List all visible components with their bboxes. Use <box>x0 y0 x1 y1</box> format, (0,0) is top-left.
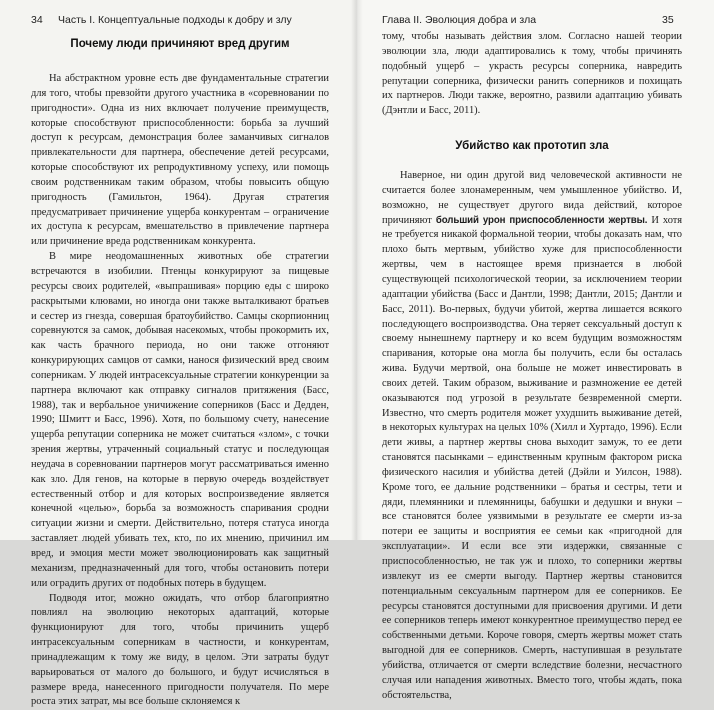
section-title: Почему люди причиняют вред другим <box>70 38 290 50</box>
section-title: Убийство как прототип зла <box>455 140 609 153</box>
paragraph-text: Наверное, ни один другой вид человеческой активности не считается более злонамеренным, чем умышленное убийство. И, возможно, не существует другого вида действий, которое причиняют <box>382 170 682 226</box>
running-header: Часть I. Концептуальные подходы к добру и злу <box>58 14 292 26</box>
right-page <box>357 0 714 701</box>
paragraph: В мире неодомашненных животных обе стратегии встречаются в изобилии. Птенцы конкурируют за пищевые ресурсы своих родителей, «выпрашивая» порцию еды с широко раскрытыми клювами, но иногда они также выталкивают братьев и сестер из гнезда, совершая братоубийство. Самцы скорпионниц соревнуются за самок, добывая насекомых, чтобы прокормить их, как часть брачного периода, но они также отгоняют конкурирующих самцов от самки, нанося физический вред своим соперникам. У людей интрасексуальные стратегии конкуренции за партнера включают как отправку сигналов притяжения (Басс, 1988), так и вербальное уничижение соперников (Басс и Дедден, 1990; Шмитт и Басс, 1996). Хотя, по большому счету, нанесение ущерба репутации соперника не может считаться «злом», с точки зрения жертвы, утраченный социальный статус и последующая неудача в соревновании партнеров могут рассматриваться именно как зло. Для генов, на которые в первую очередь воздействует естественный отбор и для которых воспроизведение является конечной «целью», борьба за возможность спаривания сродни ситуации жизни и смерти. Действительно, потеря статуса иногда заставляет людей убивать тех, кто, по их мнению, причинил им вред, и эмоция мести может эволюционировать как защитный механизм, предназначенный для того, чтобы остановить потери или оградить других от подобных потерь в будущем. <box>31 251 329 589</box>
paragraph <box>382 169 682 703</box>
right-text-column <box>382 30 682 703</box>
emphasized-phrase: больший урон приспособленности жертвы. <box>435 214 648 226</box>
page-number: 35 <box>662 14 674 26</box>
running-header: Глава II. Эволюция добра и зла <box>382 14 537 26</box>
left-page <box>0 0 357 708</box>
paragraph: Подводя итог, можно ожидать, что отбор благоприятно повлиял на эволюцию некоторых адаптаций, которые функционируют для того, чтобы причинить ущерб интрасексуальным соперникам в частности, и конкурентам, принадлежащим к тому же виду, в целом. Эти затраты будут варьироваться от малого до большого, и будут исчисляться в размере вреда, нанесенного пригодности получателя. По мере роста этих затрат, мы все больше склоняемся к <box>31 592 329 708</box>
continued-paragraph: тому, чтобы называть действия злом. Согласно нашей теории эволюции зла, люди адаптировались к тому, чтобы причинять подобный ущерб – украсть ресурсы соперника, навредить репутации соперника, физически ранить соперников и похищать их партнеров. Люди также, вероятно, развили адаптацию убивать (Дэнтли и Басс, 2011). <box>382 31 682 117</box>
paragraph-text: И хотя не требуется никакой формальной теории, чтобы доказать нам, что плохо быть мертвым, убийство хуже для приспособленности жертвы, чем в настоящее время признается в любой существующей психологической теории, за исключением теории адаптации убийства (Басс и Дантли, 1998; Дантли, 2015; Дантли и Басс, 2011). Во-первых, будучи убитой, жертва лишается всякого последующего воспроизводства. Она теряет сексуальный доступ к своему нынешнему партнеру и ко всем будущим возможностям спаривания, которые она могла бы получить, если бы осталась жива. Будучи мертвой, она больше не может инвестировать в своих детей. Таким образом, выживание и размножение ее детей оказываются под угрозой в результате безвременной смерти. Известно, что смерть родителя может ухудшить выживание детей, в некоторых культурах на целых 10% (Хилл и Хуртадо, 1996). Если дети живы, а партнер жертвы снова выходит замуж, то ее дети становятся пасынками – единственным крупным фактором риска физического насилия и убийства детей (Дэйли и Уилсон, 1988). Кроме того, ее дальние родственники – братья и сестры, тети и дяди, племянники и племянницы, бабушки и дедушки и внуки – все становятся более уязвимыми в результате ее смерти из-за потери ее защиты и восприятия ее семьи как «пригодной для эксплуатации». И если все эти издержки, связанные с приспособленностью, не так уж и плохо, то соперники жертвы извлекут из ее смерти выгоду. Партнер жертвы становится потенциальным сексуальным партнером для ее соперников. Ее ресурсы становятся доступными для присвоения другими. И дети ее соперников теперь имеют конкурентное преимущество перед ее собственными детьми. Короче говоря, смерть жертвы может стать выгодной для ее соперников. Смерть, наступившая в результате убийства, отличается от смерти вследствие болезни, несчастного случая или нападения животных. Вместо того, чтобы ждать, пока обстоятельства, <box>382 214 682 701</box>
paragraph: На абстрактном уровне есть две фундаментальные стратегии для того, чтобы превзойти другого участника в «соревновании по пригодности». Одна из них включает получение преимуществ, которые способствуют приспособленности: борьба за лучший доступ к ресурсам, демонстрация более заманчивых сигналов привлекательности для партнера, обеспечение детей ресурсами, которые способствуют их репродуктивному успеху, или помощь своим родственникам таким образом, чтобы повысить общую пригодность (Гамильтон, 1964). Другая стратегия предусматривает причинение ущерба конкурентам – ограничение их доступа к ресурсам, вмешательство в привлечение партнера или причинение вреда родственникам конкурента. <box>31 73 329 248</box>
book-gutter <box>351 0 363 540</box>
page-number: 34 <box>31 14 43 26</box>
left-text-column <box>31 30 329 710</box>
